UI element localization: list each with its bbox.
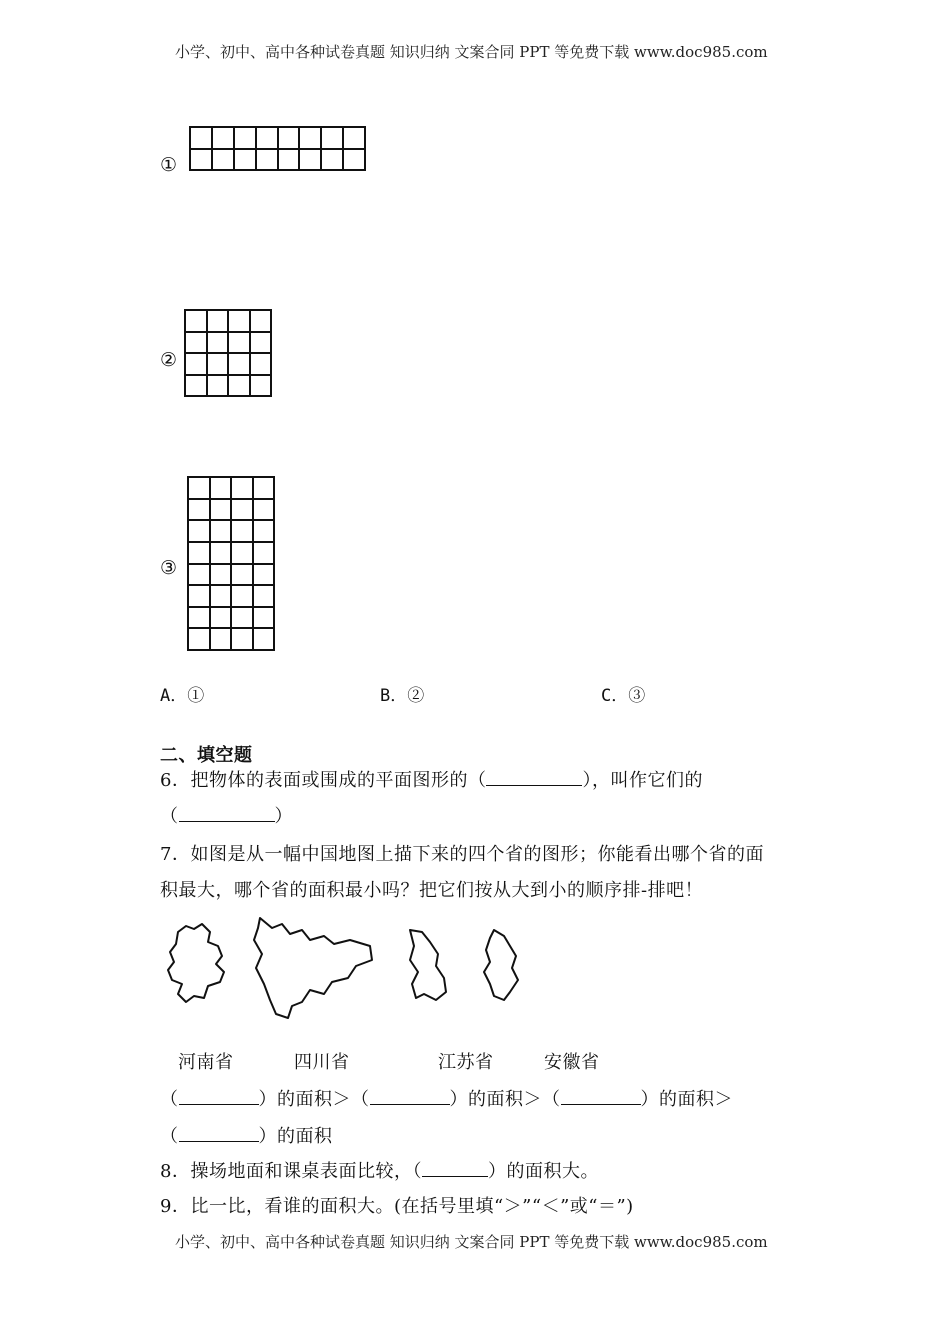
grid-cell [256,149,278,171]
grid-cell [210,628,232,650]
q8-text-a: 8．操场地面和课桌表面比较，（ [160,1161,422,1182]
grid-cell [253,520,275,542]
grid-cell [278,127,300,149]
question-6-line-1 [160,766,703,792]
grid-cell [228,332,250,354]
grid-cell [253,585,275,607]
q6-blank-2[interactable] [179,805,275,822]
option-c: C．③ [601,686,646,706]
grid-cell [210,542,232,564]
grid-cell [231,499,253,521]
grid-cell [228,310,250,332]
grid-row [188,607,274,629]
question-7-line-1: 7．如图是从一幅中国地图上描下来的四个省的图形；你能看出哪个省的面 [160,844,764,865]
grid-cell [188,607,210,629]
grid-cell [253,607,275,629]
grid-row [185,310,271,332]
question-9: 9．比一比，看谁的面积大。(在括号里填“＞”“＜”或“＝”) [160,1196,634,1217]
grid-row [188,520,274,542]
section-title: 二、填空题 [160,745,253,766]
grid-cell [299,149,321,171]
q7-compare-3: ）的面积＞ [640,1089,733,1110]
anhui-outline [484,930,518,1000]
q7-answer-line-2 [160,1122,333,1148]
grid-cell [185,353,207,375]
sichuan-outline [254,918,372,1018]
grid-cell [343,127,365,149]
q7-end: ）的面积 [258,1126,333,1147]
grid-cell [190,149,212,171]
jiangsu-outline [410,930,446,1000]
q7-compare-1: ）的面积＞ [258,1089,351,1110]
grid-cell [210,564,232,586]
province-anhui: 安徽省 [544,1052,600,1073]
grid-row [185,353,271,375]
figure-2-label: ② [160,349,178,371]
grid-row [188,585,274,607]
grid-cell [190,127,212,149]
q7-blank-1[interactable] [179,1088,259,1105]
henan-outline [168,924,224,1002]
q6-text-d: ） [274,806,293,827]
grid-cell [321,127,343,149]
grid-cell [228,375,250,397]
province-henan: 河南省 [178,1052,234,1073]
figure-3-label: ③ [160,557,178,579]
grid-cell [250,353,272,375]
q8-text-b: ）的面积大。 [487,1161,599,1182]
grid-cell [210,520,232,542]
grid-cell [188,542,210,564]
grid-cell [188,499,210,521]
province-sichuan: 四川省 [294,1052,350,1073]
grid-cell [234,127,256,149]
grid-cell [343,149,365,171]
paren-open: （ [160,1089,179,1110]
grid-cell [253,477,275,499]
grid-cell [185,310,207,332]
grid-cell [231,520,253,542]
paren-open: （ [351,1089,370,1110]
grid-cell [207,332,229,354]
paren-open: （ [542,1089,561,1110]
question-7-line-2: 积最大，哪个省的面积最小吗？把它们按从大到小的顺序排-排吧！ [160,880,704,901]
q6-text-b: ），叫作它们的 [582,770,703,791]
q7-blank-2[interactable] [370,1088,450,1105]
province-jiangsu: 江苏省 [438,1052,494,1073]
grid-cell [231,628,253,650]
grid-cell [231,585,253,607]
grid-cell [231,542,253,564]
grid-figure-2 [184,309,272,397]
grid-cell [210,607,232,629]
grid-cell [231,477,253,499]
grid-row [190,127,365,149]
option-a: A．① [160,686,205,706]
grid-cell [250,310,272,332]
grid-cell [188,628,210,650]
grid-cell [253,499,275,521]
grid-figure-1 [189,126,366,171]
paren-open: （ [160,1126,179,1147]
page-footer: 小学、初中、高中各种试卷真题 知识归纳 文案合同 PPT 等免费下载 www.doc985.com [175,1233,768,1251]
grid-cell [210,477,232,499]
grid-row [185,332,271,354]
figure-1-label: ① [160,154,178,176]
grid-cell [212,149,234,171]
grid-cell [278,149,300,171]
grid-cell [188,477,210,499]
grid-row [185,375,271,397]
grid-cell [231,607,253,629]
question-8 [160,1157,599,1183]
q6-text-c: （ [160,806,179,827]
grid-cell [188,564,210,586]
grid-cell [212,127,234,149]
grid-cell [234,149,256,171]
grid-row [188,628,274,650]
grid-cell [185,332,207,354]
grid-cell [321,149,343,171]
q6-blank-1[interactable] [486,769,582,786]
grid-cell [231,564,253,586]
q7-blank-4[interactable] [179,1125,259,1142]
grid-cell [228,353,250,375]
grid-figure-3 [187,476,275,651]
grid-cell [253,564,275,586]
grid-cell [207,353,229,375]
grid-cell [299,127,321,149]
grid-cell [188,585,210,607]
question-6-line-2 [160,802,293,828]
grid-cell [253,628,275,650]
grid-cell [253,542,275,564]
grid-cell [250,375,272,397]
q7-compare-2: ）的面积＞ [449,1089,542,1110]
grid-cell [188,520,210,542]
grid-cell [207,375,229,397]
grid-row [188,477,274,499]
grid-row [190,149,365,171]
page-header: 小学、初中、高中各种试卷真题 知识归纳 文案合同 PPT 等免费下载 www.doc985.com [175,43,768,61]
province-maps [160,910,540,1025]
grid-cell [210,585,232,607]
grid-row [188,499,274,521]
q8-blank[interactable] [422,1160,488,1177]
q6-text-a: 6．把物体的表面或围成的平面图形的（ [160,770,487,791]
grid-row [188,542,274,564]
grid-row [188,564,274,586]
option-b: B．② [380,686,425,706]
grid-cell [185,375,207,397]
grid-cell [256,127,278,149]
grid-cell [210,499,232,521]
q7-blank-3[interactable] [561,1088,641,1105]
grid-cell [250,332,272,354]
grid-cell [207,310,229,332]
q7-answer-line-1 [160,1085,733,1111]
